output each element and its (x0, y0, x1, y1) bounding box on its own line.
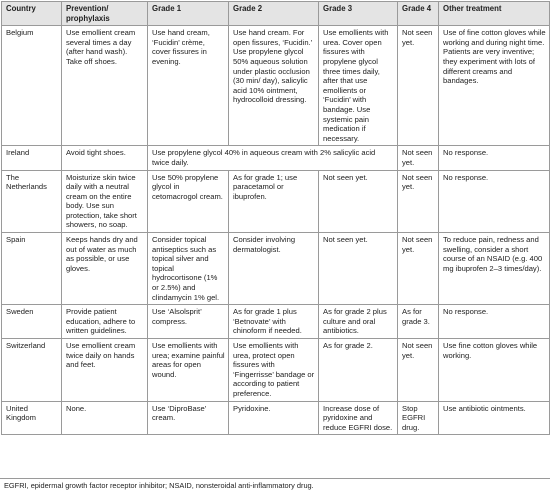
table-row (2, 233, 550, 305)
header-other: Other treatment (439, 2, 550, 26)
table-row (2, 26, 550, 146)
header-grade4: Grade 4 (398, 2, 439, 26)
header-prevention (62, 2, 148, 26)
grade1-cell: Use hand cream, ‘Fucidin’ crème, cover fissures in evening. (148, 26, 229, 146)
treatment-table (1, 1, 550, 435)
footnote-divider (0, 478, 550, 479)
header-grade1: Grade 1 (148, 2, 229, 26)
other-treatment-cell: Use fine cotton gloves while working. (439, 339, 550, 402)
header-country: Country (2, 2, 62, 26)
grade2-cell: As for grade 1; use paracetamol or ibuprofen. (229, 170, 319, 233)
prevention-cell: Keeps hands dry and out of water as much as possible, or use gloves. (62, 233, 148, 305)
grade2-cell: Consider involving dermatologist. (229, 233, 319, 305)
grade1-cell: Use ‘Alsolsprit’ compress. (148, 305, 229, 339)
grade2-cell: Use hand cream. For open fissures, ‘Fucidin.’ Use propylene glycol 50% aqueous solution under plastic occlusion (30 min/ day), salicylic acid 10% ointment, hydrocolloid dressing. (229, 26, 319, 146)
prevention-cell: Avoid tight shoes. (62, 146, 148, 170)
grade4-cell: As for grade 3. (398, 305, 439, 339)
grade4-cell: Not seen yet. (398, 233, 439, 305)
prevention-cell: Use emollient cream twice daily on hands and feet. (62, 339, 148, 402)
table-footnote: EGFRI, epidermal growth factor receptor inhibitor; NSAID, nonsteroidal anti-inflammatory drug. (4, 481, 314, 490)
country-cell: Spain (2, 233, 62, 305)
country-cell: United Kingdom (2, 401, 62, 435)
grade2-cell: Use emollients with urea, protect open fissures with ‘Fingerrisse’ bandage or according to patient preference. (229, 339, 319, 402)
grade1-cell: Use 50% propylene glycol in cetomacrogol cream. (148, 170, 229, 233)
grade3-cell: Use emollients with urea. Cover open fissures with propylene glycol three times daily, after that use emollients or ‘Fucidin’ with bandage. Use systemic pain medication if necessary. (319, 26, 398, 146)
grade4-cell: Not seen yet. (398, 170, 439, 233)
prevention-cell: Moisturize skin twice daily with a neutral cream on the entire body. Use sun protection, take short showers, no soap. (62, 170, 148, 233)
grade4-cell: Not seen yet. (398, 339, 439, 402)
grade4-cell: Not seen yet. (398, 26, 439, 146)
grade3-cell: As for grade 2. (319, 339, 398, 402)
grade3-cell: Increase dose of pyridoxine and reduce EGFRI dose. (319, 401, 398, 435)
table-row (2, 146, 550, 170)
country-cell: Switzerland (2, 339, 62, 402)
grade3-cell: As for grade 2 plus culture and oral antibiotics. (319, 305, 398, 339)
grade2-cell: As for grade 1 plus ‘Betnovate’ with chinoform if needed. (229, 305, 319, 339)
country-cell: The Netherlands (2, 170, 62, 233)
table-row (2, 401, 550, 435)
grade2-cell: Pyridoxine. (229, 401, 319, 435)
country-cell: Belgium (2, 26, 62, 146)
header-grade2: Grade 2 (229, 2, 319, 26)
other-treatment-cell: Use antibiotic ointments. (439, 401, 550, 435)
grade1-cell: Use ‘DiproBase’ cream. (148, 401, 229, 435)
other-treatment-cell: No response. (439, 146, 550, 170)
prevention-cell: Provide patient education, adhere to written guidelines. (62, 305, 148, 339)
grade3-cell: Not seen yet. (319, 170, 398, 233)
header-grade3: Grade 3 (319, 2, 398, 26)
country-cell: Sweden (2, 305, 62, 339)
other-treatment-cell: Use of fine cotton gloves while working and during night time. Patients are very inventive; they experiment with lots of different creams and bandages. (439, 26, 550, 146)
grade1-cell: Use emollients with urea; examine painful areas for open wound. (148, 339, 229, 402)
prevention-cell: None. (62, 401, 148, 435)
grade1-3-merged-cell: Use propylene glycol 40% in aqueous cream with 2% salicylic acid twice daily. (148, 146, 398, 170)
table-row (2, 305, 550, 339)
header-prevention-text: Prevention/ prophylaxis (66, 4, 110, 23)
grade1-cell: Consider topical antiseptics such as topical silver and topical hydrocortisone (1% or 2.5%) and clindamycin 1% gel. (148, 233, 229, 305)
other-treatment-cell: To reduce pain, redness and swelling, consider a short course of an NSAID (e.g. 400 mg ibuprofen 2–3 times/day). (439, 233, 550, 305)
grade4-cell: Not seen yet. (398, 146, 439, 170)
table-row (2, 339, 550, 402)
grade4-cell: Stop EGFRI drug. (398, 401, 439, 435)
table-row (2, 170, 550, 233)
other-treatment-cell: No response. (439, 305, 550, 339)
prevention-cell: Use emollient cream several times a day (after hand wash). Take off shoes. (62, 26, 148, 146)
country-cell: Ireland (2, 146, 62, 170)
grade3-cell: Not seen yet. (319, 233, 398, 305)
header-row (2, 2, 550, 26)
other-treatment-cell: No response. (439, 170, 550, 233)
